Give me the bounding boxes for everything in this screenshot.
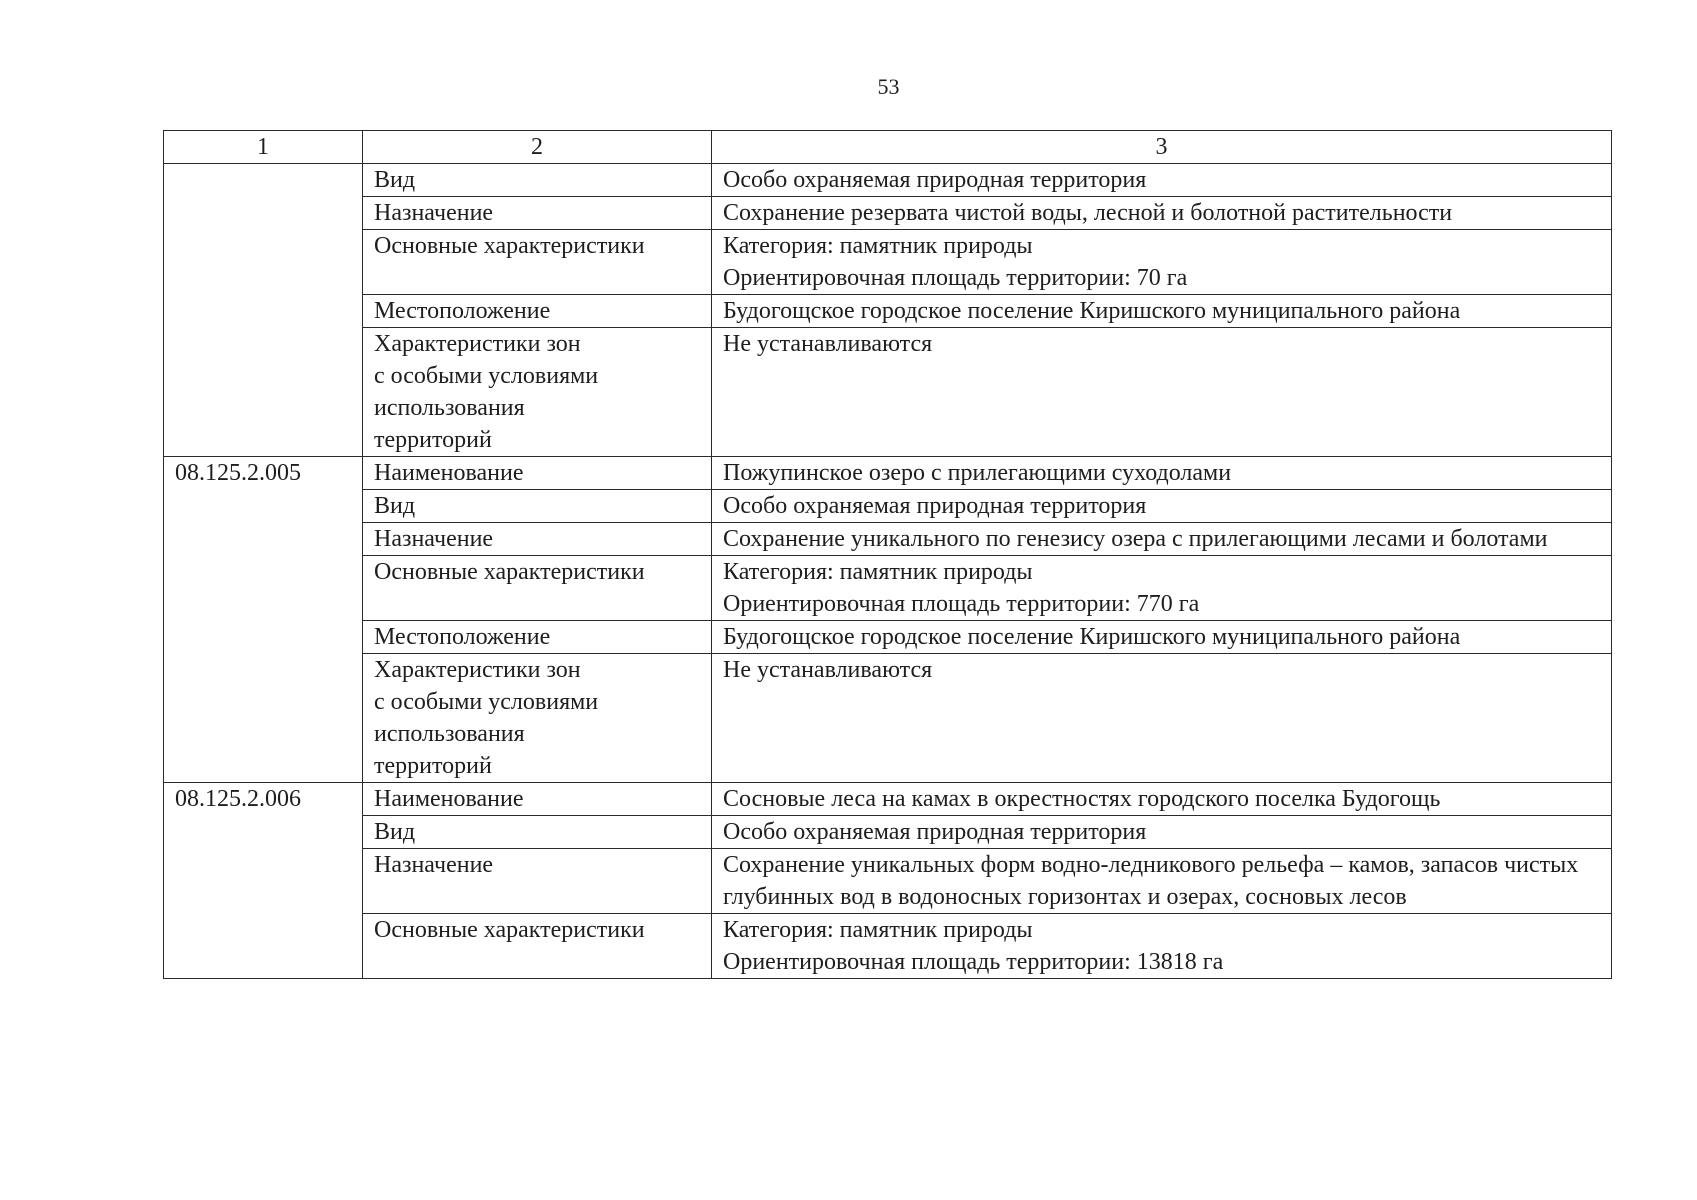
attribute-label: с особыми условиями (374, 689, 599, 715)
attribute-value: Будогощское городское поселение Киришского муниципального района (723, 298, 1461, 324)
attribute-value: Сохранение уникального по генезису озера с прилегающими лесами и болотами (723, 526, 1548, 552)
attribute-value: Не устанавливаются (723, 331, 933, 357)
attribute-value: Особо охраняемая природная территория (723, 819, 1147, 845)
attribute-value: Сохранение резервата чистой воды, лесной и болотной растительности (723, 200, 1453, 226)
attribute-value-cell (712, 783, 1612, 816)
attribute-label: Назначение (374, 852, 494, 878)
attribute-label: использования (374, 721, 525, 747)
attribute-label: Назначение (374, 200, 494, 226)
attribute-value-cell (712, 490, 1612, 523)
attribute-value-cell (712, 621, 1612, 654)
attribute-value-cell (712, 523, 1612, 556)
attribute-label: территорий (374, 753, 492, 779)
attribute-value: Особо охраняемая природная территория (723, 493, 1147, 519)
attribute-label-cell (363, 816, 712, 849)
attribute-label: Наименование (374, 786, 524, 812)
attribute-label: территорий (374, 427, 492, 453)
attribute-label-cell (363, 197, 712, 230)
attribute-label: Наименование (374, 460, 524, 486)
attribute-value-cell (712, 230, 1612, 295)
attribute-label: Основные характеристики (374, 917, 645, 943)
table-row (164, 556, 1612, 621)
table-row (164, 849, 1612, 914)
table-row (164, 523, 1612, 556)
attribute-label-cell (363, 783, 712, 816)
attribute-value-cell (712, 457, 1612, 490)
attribute-label: Местоположение (374, 298, 551, 324)
attribute-value: Не устанавливаются (723, 657, 933, 683)
attribute-label: Вид (374, 167, 416, 193)
table-row (164, 654, 1612, 783)
table-row (164, 914, 1612, 979)
attribute-value: Особо охраняемая природная территория (723, 167, 1147, 193)
table-row (164, 490, 1612, 523)
attribute-value: Ориентировочная площадь территории: 70 га (723, 265, 1188, 291)
attribute-label-cell (363, 914, 712, 979)
table-row (164, 328, 1612, 457)
attribute-label-cell (363, 523, 712, 556)
attribute-value: Категория: памятник природы (723, 917, 1033, 943)
attribute-value-cell (712, 295, 1612, 328)
attribute-label: использования (374, 395, 525, 421)
attribute-label: Основные характеристики (374, 559, 645, 585)
attribute-value-cell (712, 816, 1612, 849)
page-number: 53 (877, 74, 900, 99)
attribute-label-cell (363, 556, 712, 621)
attribute-value: Ориентировочная площадь территории: 13818 га (723, 949, 1224, 975)
attribute-value: Пожупинское озеро с прилегающими суходолами (723, 460, 1232, 486)
attribute-value-cell (712, 849, 1612, 914)
territory-code-cell (164, 164, 363, 457)
attribute-label-cell (363, 230, 712, 295)
attribute-label: Основные характеристики (374, 233, 645, 259)
table-row (164, 783, 1612, 816)
table-row (164, 197, 1612, 230)
attribute-value-cell (712, 914, 1612, 979)
attribute-label: Характеристики зон (374, 331, 581, 357)
attribute-value-cell (712, 328, 1612, 457)
attribute-label: Вид (374, 493, 416, 519)
attribute-label: с особыми условиями (374, 363, 599, 389)
attribute-label-cell (363, 849, 712, 914)
attribute-label-cell (363, 164, 712, 197)
territory-table (163, 130, 1612, 979)
attribute-value: Сохранение уникальных форм водно-ледникового рельефа – камов, запасов чистых глубинных вод в водоносных горизонтах и озерах, сосновых лесов (723, 852, 1579, 910)
table-header (164, 131, 1612, 164)
attribute-value: Категория: памятник природы (723, 559, 1033, 585)
attribute-value: Сосновые леса на камах в окрестностях городского поселка Будогощь (723, 786, 1441, 812)
attribute-value: Ориентировочная площадь территории: 770 га (723, 591, 1200, 617)
attribute-label: Местоположение (374, 624, 551, 650)
column-header-1: 1 (164, 131, 363, 164)
attribute-value-cell (712, 164, 1612, 197)
attribute-value-cell (712, 556, 1612, 621)
attribute-value: Будогощское городское поселение Киришского муниципального района (723, 624, 1461, 650)
attribute-value-cell (712, 654, 1612, 783)
table-body (164, 164, 1612, 979)
table-row (164, 164, 1612, 197)
attribute-label-cell (363, 295, 712, 328)
attribute-label-cell (363, 490, 712, 523)
attribute-label: Вид (374, 819, 416, 845)
territory-code-cell: 08.125.2.005 (164, 457, 363, 783)
header-row (164, 131, 1612, 164)
attribute-value-cell (712, 197, 1612, 230)
territory-code-cell: 08.125.2.006 (164, 783, 363, 979)
attribute-label-cell (363, 621, 712, 654)
attribute-label: Назначение (374, 526, 494, 552)
table-row (164, 230, 1612, 295)
attribute-label-cell (363, 457, 712, 490)
table-row (164, 295, 1612, 328)
column-header-3: 3 (712, 131, 1612, 164)
attribute-label-cell (363, 328, 712, 457)
table-row (164, 457, 1612, 490)
column-header-2: 2 (363, 131, 712, 164)
attribute-value: Категория: памятник природы (723, 233, 1033, 259)
attribute-label-cell (363, 654, 712, 783)
table-row (164, 621, 1612, 654)
attribute-label: Характеристики зон (374, 657, 581, 683)
table-row (164, 816, 1612, 849)
